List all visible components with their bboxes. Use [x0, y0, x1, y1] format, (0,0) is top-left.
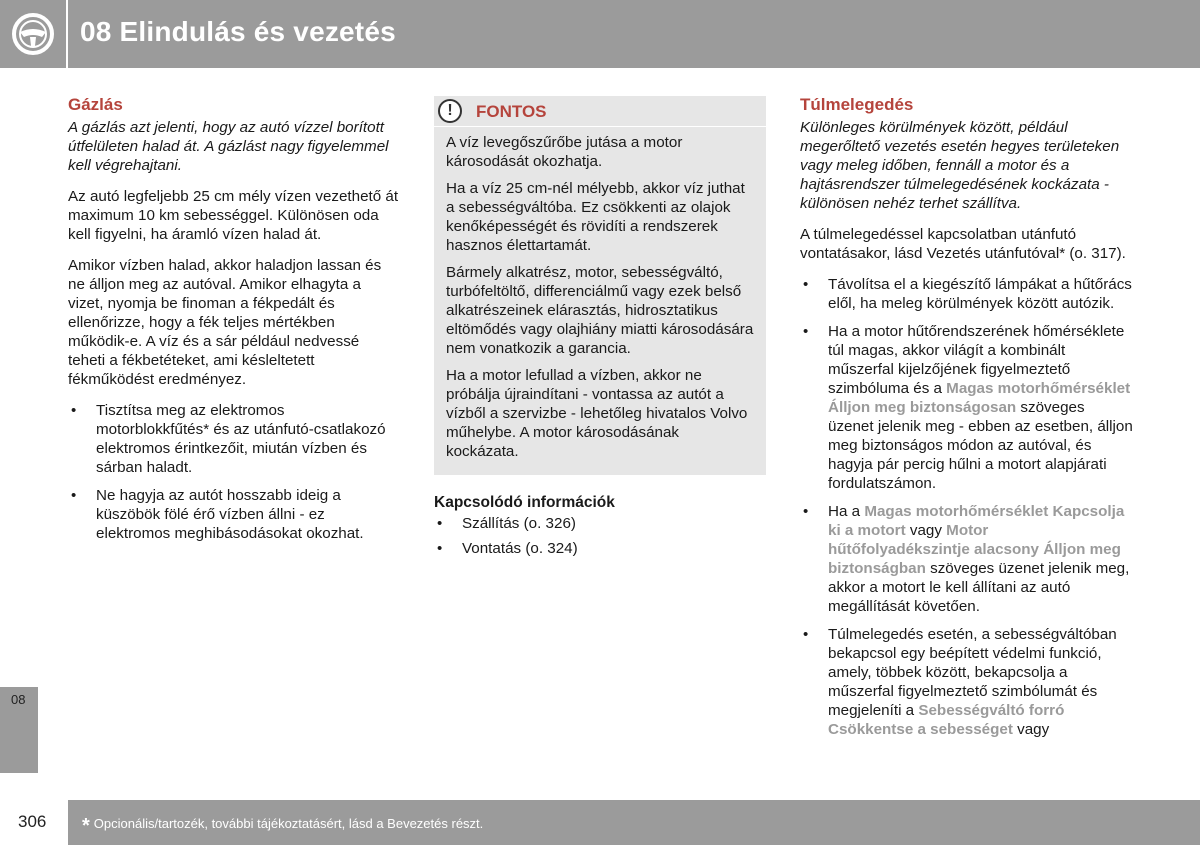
warning-body	[434, 127, 766, 461]
page-footer	[68, 800, 1200, 845]
column-warning	[434, 94, 766, 564]
header-divider	[66, 0, 68, 68]
display-message: Sebességváltó forró Csökkentse a sebességet	[828, 702, 1065, 738]
bullet-text: vagy	[1012, 721, 1050, 738]
column-overheating	[800, 94, 1134, 748]
bullet-text: szöveges üzenet jelenik meg - ebben az esetben, álljon meg biztonságos módon az autóval, és hagyja pár percig hűlni a motort alapjárati fordulatszámon.	[828, 399, 1133, 492]
important-warning-box	[434, 96, 766, 475]
warning-paragraph: Ha a motor lefullad a vízben, akkor ne próbálja újraindítani - vontassa az autót a vízből a szervizbe - lehetőleg hivatalos Volvo műhelybe. A motor károsodásának kockázata.	[446, 367, 748, 460]
wading-paragraph-1: Az autó legfeljebb 25 cm mély vízen vezethető át maximum 10 km sebességgel. Különösen oda kell figyelni, ha áramló vízen halad át.	[68, 188, 399, 243]
list-item	[800, 322, 1134, 493]
warning-paragraph: Ha a víz 25 cm-nél mélyebb, akkor víz juthat a sebességváltóba. Ez csökkenti az olajok kenőképességét és rövidíti a rendszerek hasznos élettartamát.	[446, 180, 745, 254]
wading-lead: A gázlás azt jelenti, hogy az autó vízzel borított útfelületen halad át. A gázlást nagy figyelemmel kell végrehajtani.	[68, 119, 389, 174]
overheating-paragraph-1: A túlmelegedéssel kapcsolatban utánfutó vontatásakor, lásd Vezetés utánfutóval* (o. 317).	[800, 226, 1126, 262]
column-wading	[68, 94, 400, 552]
wading-paragraph-2: Amikor vízben halad, akkor haladjon lassan és ne álljon meg az autóval. Amikor elhagyta a vizet, nyomja be finoman a fékpedált és ellenőrizze, hogy a fék teljes mértékben működik-e. A víz és a sár például nedvessé teheti a fékbetéteket, ami késleltetett fékműködést eredményez.	[68, 257, 382, 388]
related-info-list	[434, 514, 766, 558]
warning-paragraph: A víz levegőszűrőbe jutása a motor károsodását okozhatja.	[446, 134, 683, 170]
footnote	[82, 815, 483, 838]
related-link-towing[interactable]: • Vontatás (o. 324)	[434, 539, 766, 558]
list-item: • Ne hagyja az autót hosszabb ideig a küszöbök fölé érő vízben állni - ez elektromos meghibásodásokat okozhat.	[68, 486, 400, 543]
overheating-bullet-list	[800, 275, 1134, 739]
warning-header	[434, 96, 766, 127]
list-item	[800, 502, 1134, 616]
steering-wheel-icon	[11, 12, 55, 56]
related-link-transport[interactable]: • Szállítás (o. 326)	[434, 514, 766, 533]
list-item: • Távolítsa el a kiegészítő lámpákat a hűtőrács elől, ha meleg körülmények között autózik.	[800, 275, 1134, 313]
bullet-text: Ha a motor hűtőrendszerének hőmérséklete túl magas, akkor világít a kombinált műszerfal kijelzőjének figyelmeztető szimbóluma és a	[828, 323, 1125, 397]
warning-title: FONTOS	[476, 102, 547, 121]
display-message: Magas motorhőmérséklet Álljon meg biztonságosan	[828, 380, 1131, 416]
asterisk-icon: *	[82, 815, 90, 837]
related-info-title: Kapcsolódó információk	[434, 494, 615, 511]
list-item: • Tisztítsa meg az elektromos motorblokkfűtés* és az utánfutó-csatlakozó elektromos érintkezőit, miután vízben és sárban haladt.	[68, 401, 400, 477]
list-item	[800, 625, 1134, 739]
bullet-text: Ha a	[828, 503, 865, 520]
footnote-text: Opcionális/tartozék, további tájékoztatásért, lásd a Bevezetés részt.	[93, 816, 484, 831]
chapter-side-tab	[0, 687, 38, 773]
warning-paragraph: Bármely alkatrész, motor, sebességváltó, turbófeltöltő, differenciálmű vagy ezek belső alkatrészeinek elárasztás, hidrosztatikus eltömődés vagy olajhiány miatti károsodására nem vonatkozik a garancia.	[446, 264, 754, 357]
side-tab-label: 08	[11, 692, 26, 707]
bullet-text: Túlmelegedés esetén, a sebességváltóban bekapcsol egy beépített védelmi funkció, amely, többek között, bekapcsolja a műszerfal figyelmeztető szimbólumát és megjeleníti a	[828, 626, 1117, 719]
section-title-wading: Gázlás	[68, 95, 123, 114]
display-message: Motor hűtőfolyadékszintje alacsony Álljon meg biztonságban	[828, 522, 1121, 577]
section-title-overheating: Túlmelegedés	[800, 95, 914, 114]
chapter-title: 08 Elindulás és vezetés	[80, 16, 396, 47]
page-header	[0, 0, 1200, 68]
exclamation-icon: !	[438, 99, 462, 123]
bullet-text: szöveges üzenet jelenik meg, akkor a motort le kell állítani az autó megállítását követően.	[828, 560, 1130, 615]
bullet-text: vagy	[905, 522, 947, 539]
wading-bullet-list	[68, 401, 400, 543]
chapter-icon-box	[0, 0, 66, 68]
display-message: Magas motorhőmérséklet Kapcsolja ki a motort	[828, 503, 1125, 539]
overheating-lead: Különleges körülmények között, például megerőltető vezetés esetén hegyes területeken vagy meleg időben, fennáll a motor és a hajtásrendszer túlmelegedésének kockázata - különösen nehéz terhet szállítva.	[800, 119, 1120, 212]
page-number: 306	[18, 812, 47, 831]
